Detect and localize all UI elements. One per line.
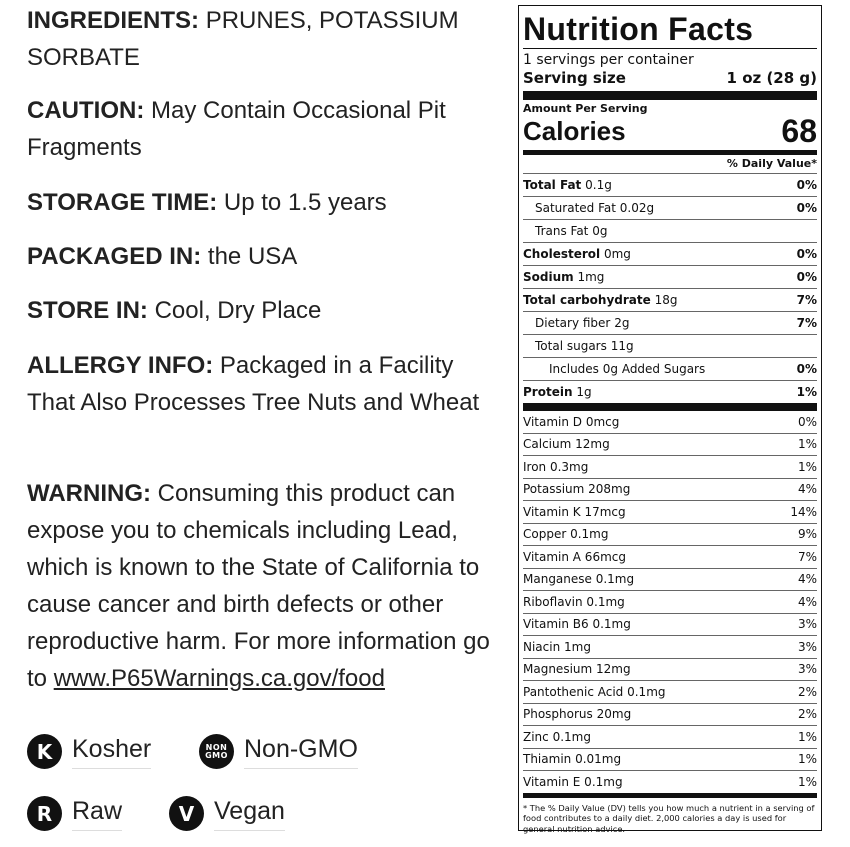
non-gmo-icon-line1: NON — [205, 742, 228, 752]
nutrient-name: Trans Fat — [535, 224, 589, 238]
raw-badge — [27, 796, 122, 831]
vitamin-name: Iron 0.3mg — [523, 459, 589, 474]
vegan-icon: V — [169, 796, 204, 831]
non-gmo-label: Non-GMO — [244, 735, 358, 769]
nutrient-row — [523, 357, 817, 380]
vitamin-dv: 1% — [797, 752, 817, 767]
serving-size-label: Serving size — [523, 69, 626, 87]
store-in-text: Cool, Dry Place — [154, 297, 322, 324]
nutrient-dv: 1% — [796, 385, 817, 399]
vitamin-row — [523, 478, 817, 501]
vitamin-dv: 1% — [797, 729, 817, 744]
calories-value: 68 — [781, 113, 817, 149]
allergy-text: Packaged in a Facility That Also Processes Tree Nuts and Wheat — [27, 352, 480, 416]
vitamin-name: Vitamin A 66mcg — [523, 549, 626, 564]
kosher-label: Kosher — [72, 735, 151, 769]
caution-text: May Contain Occasional Pit Fragments — [27, 97, 446, 161]
servings-per-container: 1 servings per container — [523, 52, 694, 68]
store-in-label: STORE IN: — [27, 297, 148, 324]
vegan-label: Vegan — [214, 797, 285, 831]
nutrition-facts-panel — [518, 5, 822, 834]
nutrient-dv: 0% — [796, 270, 817, 284]
vitamin-dv: 1% — [797, 774, 817, 789]
nutrient-name: Total carbohydrate — [523, 293, 651, 307]
vitamin-row — [523, 411, 817, 433]
vitamin-row — [523, 568, 817, 591]
warning-text: Consuming this product can expose you to chemicals including Lead, which is known to the State of California to cause cancer and birth defects or other reproductive harm. For more information go to — [27, 480, 490, 692]
nutrient-list — [523, 173, 817, 403]
vitamin-list — [523, 411, 817, 793]
vitamin-name: Calcium 12mg — [523, 437, 610, 452]
p65-warning-link[interactable]: www.P65Warnings.ca.gov/food — [53, 665, 385, 692]
vitamin-name: Potassium 208mg — [523, 482, 631, 497]
nutrient-amount: 11g — [610, 339, 634, 353]
vitamin-dv: 7% — [797, 549, 817, 564]
nutrient-amount: 18g — [654, 293, 678, 307]
vitamin-row — [523, 500, 817, 523]
vitamin-row — [523, 635, 817, 658]
packaged-in-label: PACKAGED IN: — [27, 243, 202, 270]
kosher-badge — [27, 734, 151, 769]
nutrient-amount: 0.1g — [585, 178, 612, 192]
vitamin-dv: 9% — [797, 527, 817, 542]
ingredients-label: INGREDIENTS: — [27, 7, 200, 34]
nutrient-name: Total sugars — [535, 339, 607, 353]
nutrient-amount: 0g — [592, 224, 608, 238]
daily-value-footnote: * The % Daily Value (DV) tells you how much a nutrient in a serving of food contributes to a daily diet. 2,000 calories a day is used for general nutrition advice. — [523, 802, 815, 834]
vitamin-dv: 2% — [797, 684, 817, 699]
vitamin-name: Vitamin E 0.1mg — [523, 774, 623, 789]
nutrient-amount: 1mg — [577, 270, 605, 284]
vitamin-row — [523, 658, 817, 681]
nutrition-facts-title: Nutrition Facts — [523, 11, 754, 47]
vitamin-name: Thiamin 0.01mg — [523, 752, 622, 767]
nutrient-name: Saturated Fat — [535, 201, 616, 215]
vitamin-row — [523, 748, 817, 771]
kosher-icon: K — [27, 734, 62, 769]
storage-time-label: STORAGE TIME: — [27, 189, 218, 216]
nutrient-amount: 1g — [576, 385, 592, 399]
calories-label: Calories — [523, 116, 626, 146]
nutrient-dv: 0% — [796, 201, 817, 215]
vitamin-dv: 1% — [797, 437, 817, 452]
nutrient-row — [523, 242, 817, 265]
nutrient-amount: 0mg — [603, 247, 631, 261]
allergy-info — [27, 347, 497, 421]
amount-per-serving: Amount Per Serving — [523, 102, 648, 115]
nutrient-row — [523, 174, 817, 196]
nutrient-dv: 7% — [796, 316, 817, 330]
packaged-in-text: the USA — [207, 243, 298, 270]
vitamin-name: Niacin 1mg — [523, 639, 591, 654]
nutrient-dv: 0% — [796, 362, 817, 376]
nutrient-name: Cholesterol — [523, 247, 601, 261]
caution-label: CAUTION: — [27, 97, 145, 124]
non-gmo-badge — [199, 734, 358, 769]
serving-size-value: 1 oz (28 g) — [726, 69, 817, 87]
vitamin-row — [523, 770, 817, 793]
vitamin-row — [523, 680, 817, 703]
caution-info — [27, 92, 497, 166]
vitamin-row — [523, 545, 817, 568]
daily-value-header: % Daily Value* — [726, 157, 817, 170]
calories-row — [523, 113, 817, 149]
nutrient-dv: 7% — [796, 293, 817, 307]
warning-label: WARNING: — [27, 480, 151, 507]
non-gmo-icon-line2: GMO — [205, 750, 228, 760]
vitamin-dv: 4% — [797, 572, 817, 587]
vitamin-name: Vitamin D 0mcg — [523, 414, 620, 429]
vitamin-dv: 14% — [790, 504, 817, 519]
serving-size-row — [523, 69, 817, 87]
vitamin-name: Vitamin K 17mcg — [523, 504, 626, 519]
nutrient-row — [523, 288, 817, 311]
vitamin-dv: 3% — [797, 617, 817, 632]
vitamin-name: Copper 0.1mg — [523, 527, 609, 542]
vitamin-row — [523, 613, 817, 636]
warning-info — [27, 475, 502, 697]
vitamin-name: Manganese 0.1mg — [523, 572, 635, 587]
raw-icon: R — [27, 796, 62, 831]
ingredients-info — [27, 2, 497, 76]
ingredients-text: PRUNES, POTASSIUM SORBATE — [27, 7, 459, 71]
nutrient-name: Sodium — [523, 270, 574, 284]
vitamin-name: Phosphorus 20mg — [523, 707, 632, 722]
vitamin-dv: 3% — [797, 662, 817, 677]
vitamin-name: Pantothenic Acid 0.1mg — [523, 684, 666, 699]
raw-label: Raw — [72, 797, 122, 831]
nutrient-name: Dietary fiber — [535, 316, 611, 330]
nutrient-amount: 2g — [614, 316, 630, 330]
nutrient-name: Protein — [523, 385, 573, 399]
storage-time-text: Up to 1.5 years — [223, 189, 387, 216]
vitamin-name: Vitamin B6 0.1mg — [523, 617, 631, 632]
nutrient-row — [523, 219, 817, 242]
vitamin-dv: 2% — [797, 707, 817, 722]
non-gmo-icon — [199, 734, 234, 769]
store-in-info — [27, 292, 497, 329]
nutrient-name: Total Fat — [523, 178, 582, 192]
vitamin-row — [523, 433, 817, 456]
vitamin-dv: 4% — [797, 482, 817, 497]
nutrient-row — [523, 311, 817, 334]
vitamin-row — [523, 703, 817, 726]
nutrient-dv: 0% — [796, 247, 817, 261]
nutrient-amount: 0.02g — [619, 201, 655, 215]
vitamin-name: Magnesium 12mg — [523, 662, 631, 677]
vitamin-row — [523, 455, 817, 478]
nutrient-name: Includes 0g Added Sugars — [549, 362, 706, 376]
nutrient-row — [523, 334, 817, 357]
vitamin-name: Riboflavin 0.1mg — [523, 594, 625, 609]
vitamin-name: Zinc 0.1mg — [523, 729, 591, 744]
vitamin-dv: 3% — [797, 639, 817, 654]
nutrient-row — [523, 380, 817, 403]
vitamin-row — [523, 523, 817, 546]
vitamin-row — [523, 725, 817, 748]
nutrient-dv: 0% — [796, 178, 817, 192]
storage-time-info — [27, 184, 497, 221]
vitamin-dv: 0% — [797, 414, 817, 429]
vitamin-row — [523, 590, 817, 613]
allergy-label: ALLERGY INFO: — [27, 352, 214, 379]
nutrient-row — [523, 196, 817, 219]
vitamin-dv: 4% — [797, 594, 817, 609]
packaged-in-info — [27, 238, 497, 275]
vitamin-dv: 1% — [797, 459, 817, 474]
nutrient-row — [523, 265, 817, 288]
vegan-badge — [169, 796, 285, 831]
